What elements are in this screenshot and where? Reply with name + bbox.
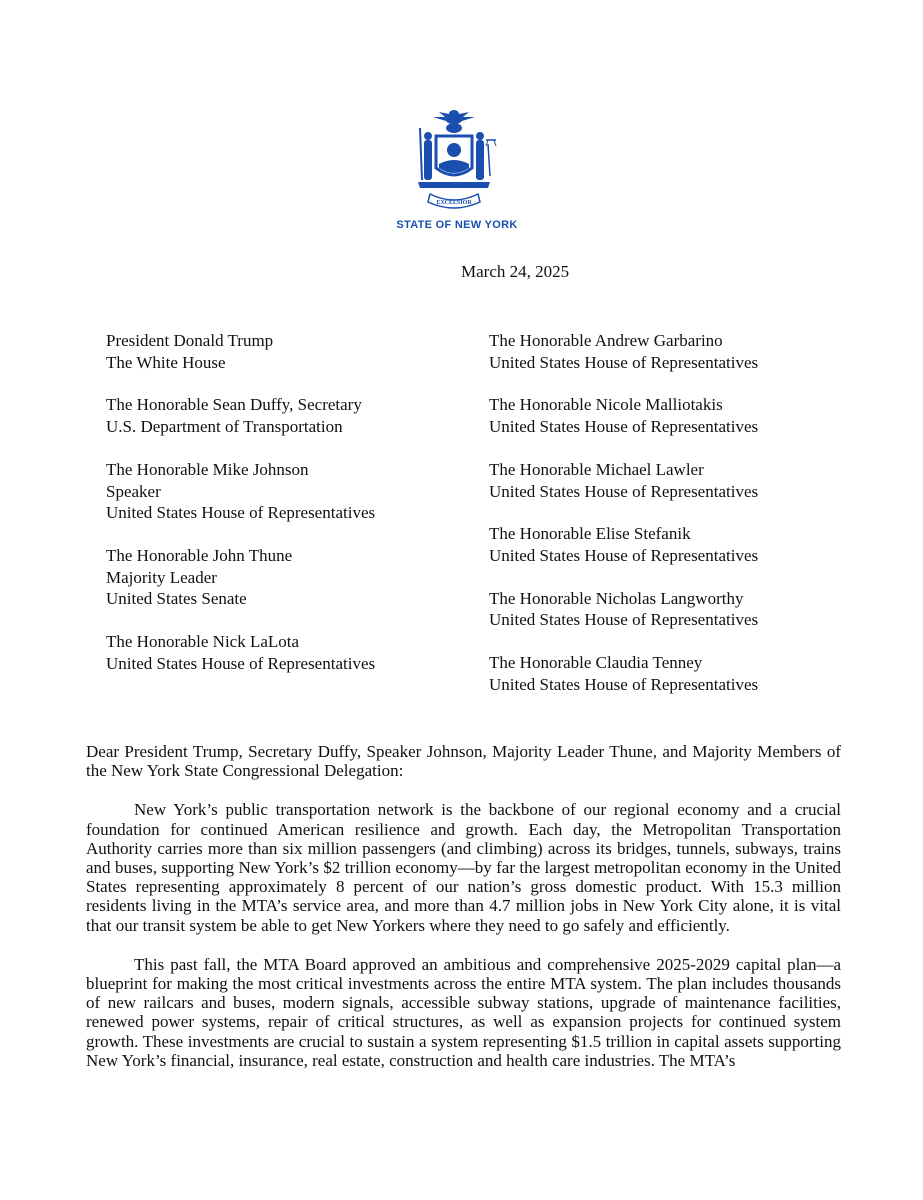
address-line: The White House bbox=[106, 352, 226, 372]
recipient-address bbox=[489, 394, 758, 437]
state-name: STATE OF NEW YORK bbox=[396, 219, 518, 231]
recipient-address bbox=[489, 330, 758, 373]
address-line: The Honorable Mike Johnson bbox=[106, 459, 309, 479]
address-line: United States House of Representatives bbox=[106, 503, 376, 523]
address-line: United States House of Representatives bbox=[489, 674, 759, 694]
address-line: The Honorable Elise Stefanik bbox=[489, 524, 691, 544]
address-line: United States House of Representatives bbox=[489, 610, 759, 630]
recipient-address bbox=[489, 652, 758, 695]
address-line: The Honorable John Thune bbox=[106, 545, 293, 565]
recipient-address bbox=[489, 459, 758, 502]
address-line: United States House of Representatives bbox=[489, 481, 759, 501]
letter-date: March 24, 2025 bbox=[461, 262, 570, 281]
recipient-address bbox=[106, 330, 375, 373]
body-paragraph: This past fall, the MTA Board approved an ambitious and comprehensive 2025-2029 capital plan—a blueprint for making the most critical investments across the entire MTA system. The plan includes thousands of new railcars and buses, modern signals, accessible subway stations, upgrade of maintenance facilities, renewed power systems, repair of critical structures, as well as expansion projects for continued system growth. These investments are crucial to sustain a system representing $1.5 trillion in capital assets supporting New York’s financial, insurance, real estate, construction and health care industries. The MTA’s bbox=[86, 954, 841, 1070]
recipient-address bbox=[489, 588, 758, 631]
recipient-address bbox=[106, 545, 375, 610]
address-line: United States House of Representatives bbox=[106, 653, 376, 673]
recipient-address bbox=[106, 459, 375, 524]
address-line: Majority Leader bbox=[106, 567, 217, 587]
address-line: United States Senate bbox=[106, 589, 247, 609]
address-line: The Honorable Claudia Tenney bbox=[489, 653, 703, 673]
new-york-state-seal-icon bbox=[402, 106, 506, 218]
body-paragraph: New York’s public transportation network is the backbone of our regional economy and a crucial foundation for continued American resilience and growth. Each day, the Metropolitan Transportation Authority carries more than six million passengers (and climbing) across its bridges, tunnels, subways, trains and buses, supporting New York’s $2 trillion economy—by far the largest metropolitan economy in the United States representing approximately 8 percent of our nation’s gross domestic product. With 15.3 million residents living in the MTA’s service area, and more than 4.7 million jobs in New York City alone, it is vital that our transit system be able to get New Yorkers where they need to go safely and efficiently. bbox=[86, 800, 841, 935]
address-line: U.S. Department of Transportation bbox=[106, 417, 343, 437]
address-line: The Honorable Andrew Garbarino bbox=[489, 331, 723, 350]
address-line: President Donald Trump bbox=[106, 331, 274, 350]
recipient-address bbox=[489, 523, 758, 566]
address-line: United States House of Representatives bbox=[489, 417, 759, 437]
recipient-address bbox=[106, 631, 375, 674]
recipients-right-column bbox=[489, 330, 758, 716]
salutation: Dear President Trump, Secretary Duffy, Speaker Johnson, Majority Leader Thune, and Majority Members of the New York State Congressional Delegation: bbox=[86, 742, 841, 781]
address-line: The Honorable Nicole Malliotakis bbox=[489, 395, 723, 415]
address-line: The Honorable Michael Lawler bbox=[489, 459, 704, 479]
address-line: United States House of Representatives bbox=[489, 352, 759, 372]
recipient-address bbox=[106, 394, 375, 437]
svg-text:EXCELSIOR: EXCELSIOR bbox=[436, 200, 472, 206]
address-line: The Honorable Nicholas Langworthy bbox=[489, 588, 744, 608]
address-line: The Honorable Sean Duffy, Secretary bbox=[106, 395, 362, 415]
letter-body bbox=[86, 742, 841, 1090]
address-line: The Honorable Nick LaLota bbox=[106, 632, 300, 652]
recipients-left-column bbox=[106, 330, 375, 695]
address-line: United States House of Representatives bbox=[489, 545, 759, 565]
address-line: Speaker bbox=[106, 481, 161, 501]
